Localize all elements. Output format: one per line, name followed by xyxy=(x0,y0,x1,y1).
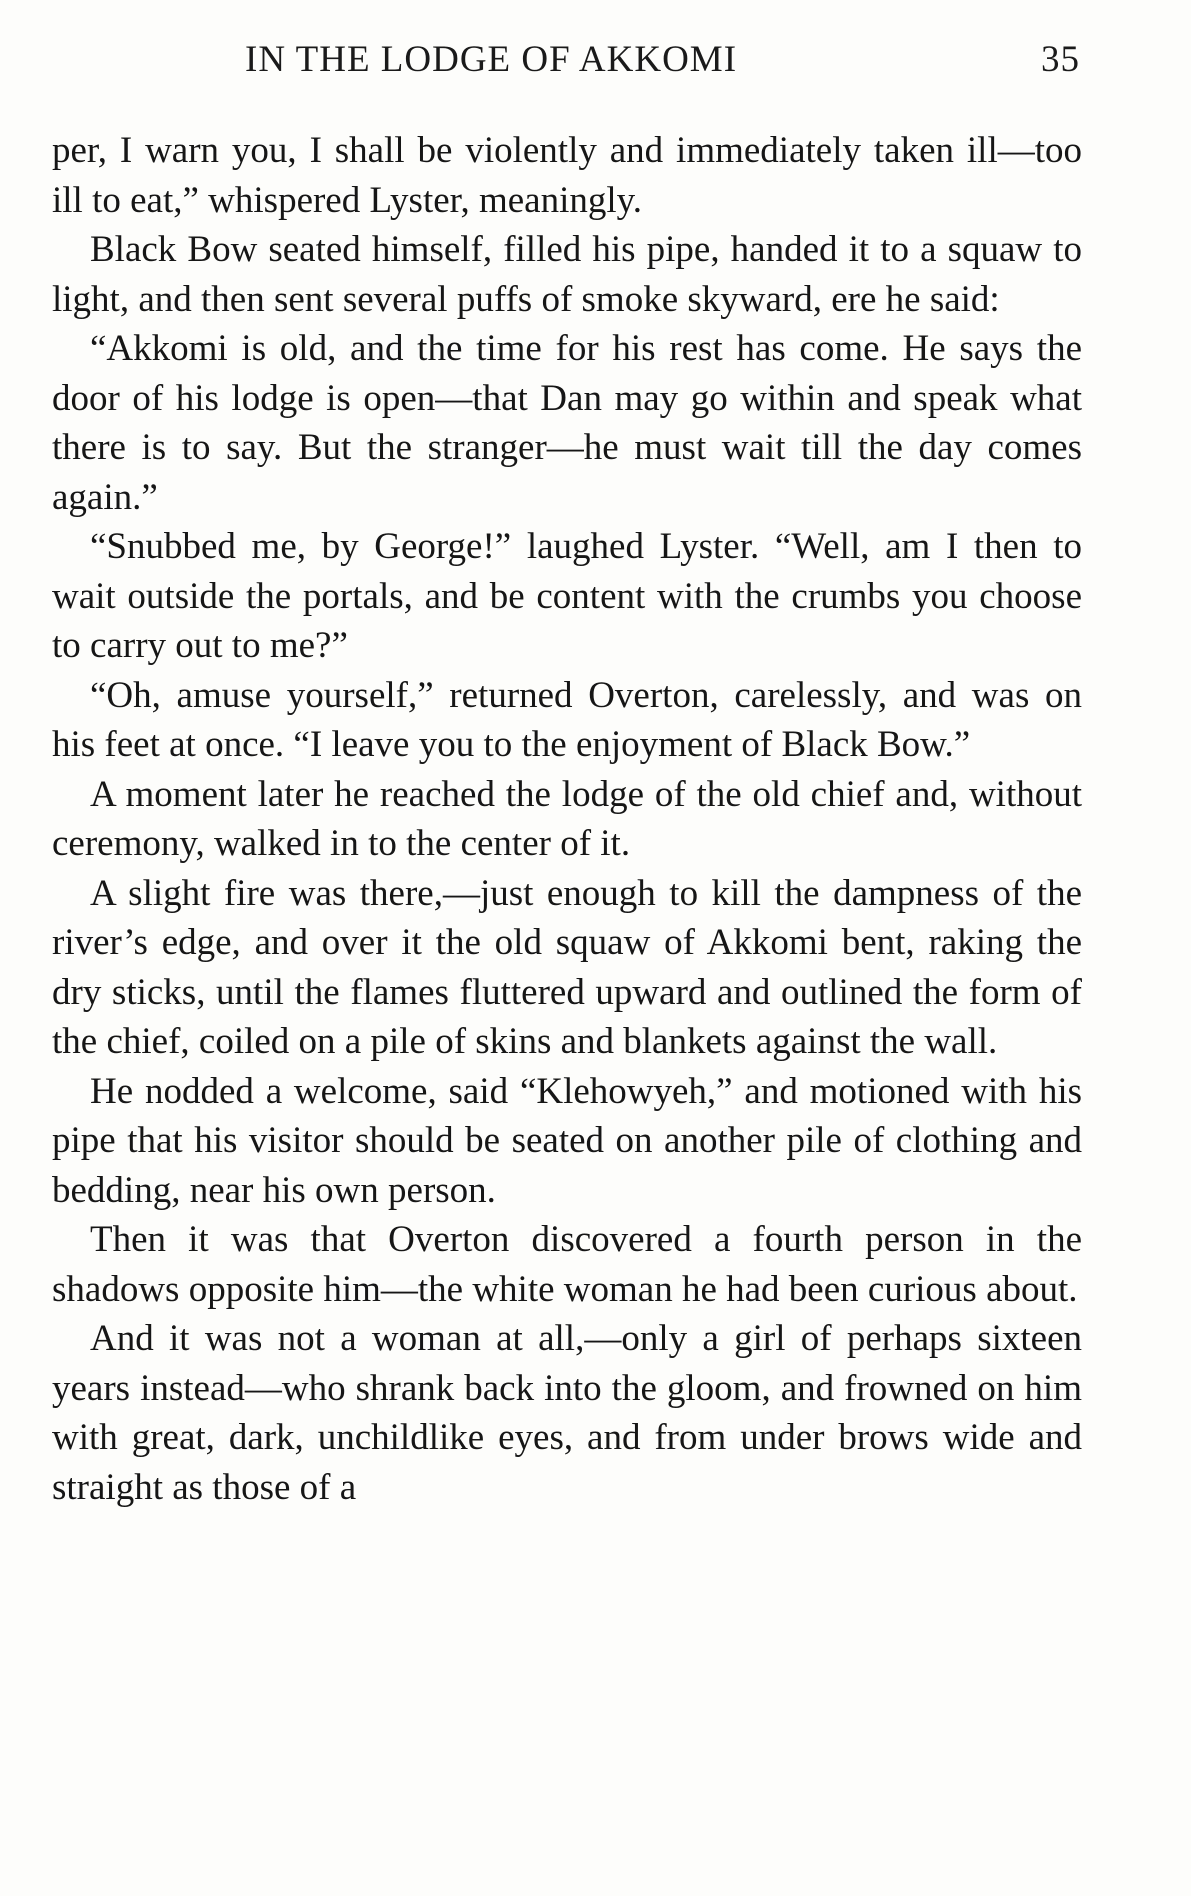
paragraph: “Snubbed me, by George!” laughed Lyster. “Well, am I then to wait outside the portals, and be content with the crumbs you choose to carry out to me?” xyxy=(52,526,1082,666)
body-text xyxy=(52,126,1082,1512)
paragraph: Black Bow seated himself, filled his pipe, handed it to a squaw to light, and then sent several puffs of smoke skyward, ere he said: xyxy=(52,229,1082,320)
running-head xyxy=(50,38,1080,88)
paragraph: Then it was that Overton discovered a fourth person in the shadows opposite him—the white woman he had been curious about. xyxy=(52,1219,1082,1310)
paragraph: “Akkomi is old, and the time for his rest has come. He says the door of his lodge is open—that Dan may go within and speak what there is to say. But the stranger—he must wait till the day comes again.” xyxy=(52,328,1082,518)
paragraph: “Oh, amuse yourself,” returned Overton, carelessly, and was on his feet at once. “I leave you to the enjoyment of Black Bow.” xyxy=(52,674,1082,765)
paragraph: A moment later he reached the lodge of the old chief and, without ceremony, walked in to the center of it. xyxy=(52,773,1082,864)
paragraph: He nodded a welcome, said “Klehowyeh,” and motioned with his pipe that his visitor should be seated on another pile of clothing and bedding, near his own person. xyxy=(52,1070,1082,1211)
paragraph: A slight fire was there,—just enough to kill the dampness of the river’s edge, and over it the old squaw of Akkomi bent, raking the dry sticks, until the flames fluttered upward and outlined the form of the chief, coiled on a pile of skins and blankets against the wall. xyxy=(52,872,1082,1062)
page-number: 35 xyxy=(1041,39,1080,80)
chapter-title: IN THE LODGE OF AKKOMI xyxy=(245,39,738,80)
paragraph: And it was not a woman at all,—only a girl of perhaps sixteen years instead—who shrank back into the gloom, and frowned on him with great, dark, unchildlike eyes, and from under brows wide and straight as those of a xyxy=(52,1318,1082,1508)
paragraph: per, I warn you, I shall be violently and immediately taken ill—too ill to eat,” whispered Lyster, meaningly. xyxy=(52,130,1082,221)
